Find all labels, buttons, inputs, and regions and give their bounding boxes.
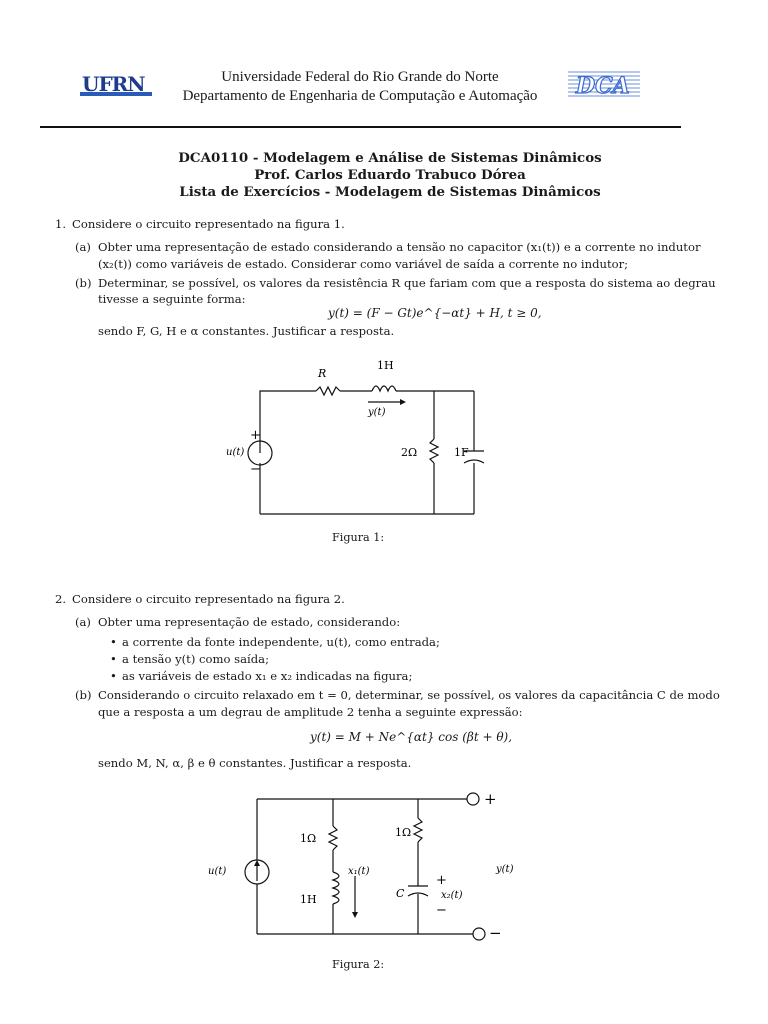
q1a-line1: Obter uma representação de estado considerando a tensão no capacitor (x₁(t)) e a corrente no indutor [98, 240, 701, 254]
q2b-line1: Considerando o circuito relaxado em t = 0, determinar, se possível, os valores da capacitância C de modo [98, 688, 720, 702]
minus-sign-output: − [489, 924, 502, 942]
plus-sign-fig1: + [250, 428, 261, 443]
q2-intro: Considere o circuito representado na figura 2. [72, 592, 345, 606]
dca-logo [566, 68, 642, 102]
list-title: Lista de Exercícios - Modelagem de Sistemas Dinâmicos [179, 184, 601, 200]
plus-sign-output: + [484, 790, 497, 808]
q1a-line2: (x₂(t)) como variáveis de estado. Considerar como variável de saída a corrente no indutor; [98, 257, 629, 271]
q1a-label: (a) [75, 240, 91, 254]
figure2-caption: Figura 2: [332, 958, 385, 971]
figure2-circuit [200, 788, 530, 948]
q2b-line2: que a resposta a um degrau de amplitude 2 tenha a seguinte expressão: [98, 705, 523, 719]
q1b-line2: tivesse a seguinte forma: [98, 292, 246, 306]
q1b-line1: Determinar, se possível, os valores da resistência R que fariam com que a resposta do sistema ao degrau [98, 276, 716, 290]
q2a-bullet-2: a tensão y(t) como saída; [122, 652, 269, 666]
label-1F: 1F [454, 446, 469, 459]
label-r2-fig2: 1Ω [395, 826, 412, 839]
label-x2: x₂(t) [441, 890, 463, 901]
professor-name: Prof. Carlos Eduardo Trabuco Dórea [254, 167, 526, 183]
bullet-dot: • [110, 669, 117, 683]
q2a-label: (a) [75, 615, 91, 629]
label-C: C [396, 887, 405, 900]
university-name: Universidade Federal do Rio Grande do Norte [221, 69, 499, 85]
label-2ohm: 2Ω [401, 446, 418, 459]
q1b-line3: sendo F, G, H e α constantes. Justificar a resposta. [98, 324, 395, 338]
q2a-bullet-3: as variáveis de estado x₁ e x₂ indicadas na figura; [122, 669, 413, 683]
q1b-label: (b) [75, 276, 92, 290]
figure1-circuit [210, 355, 510, 525]
q2b-line3: sendo M, N, α, β e θ constantes. Justificar a resposta. [98, 756, 412, 770]
q2b-equation: y(t) = M + Ne^{αt} cos (βt + θ), [310, 730, 513, 744]
label-r1-fig2: 1Ω [300, 832, 317, 845]
svg-text:DCA: DCA [576, 73, 630, 99]
label-x1: x₁(t) [348, 866, 370, 877]
label-1H-fig2: 1H [300, 893, 317, 906]
label-y-fig1: y(t) [368, 407, 386, 418]
q2a-line1: Obter uma representação de estado, considerando: [98, 615, 401, 629]
department-name: Departamento de Engenharia de Computação e Automação [182, 88, 538, 104]
course-title: DCA0110 - Modelagem e Análise de Sistemas Dinâmicos [178, 150, 602, 166]
header-rule [40, 126, 681, 128]
bullet-dot: • [110, 635, 117, 649]
label-y-fig2: y(t) [496, 864, 514, 875]
q2b-label: (b) [75, 688, 92, 702]
minus-sign-fig1: − [250, 462, 261, 477]
q1-number: 1. [55, 217, 67, 231]
q1b-equation: y(t) = (F − Gt)e^{−αt} + H, t ≥ 0, [328, 306, 542, 320]
label-R: R [318, 367, 327, 380]
q2a-bullet-1: a corrente da fonte independente, u(t), como entrada; [122, 635, 440, 649]
label-1H: 1H [377, 359, 394, 372]
ufrn-logo [80, 72, 152, 98]
q2-number: 2. [55, 592, 67, 606]
bullet-dot: • [110, 652, 117, 666]
label-u-fig2: u(t) [208, 866, 227, 877]
plus-sign-x2: + [436, 873, 447, 888]
figure1-caption: Figura 1: [332, 531, 385, 544]
q1-intro: Considere o circuito representado na figura 1. [72, 217, 345, 231]
minus-sign-x2: − [436, 903, 447, 918]
svg-text:UFRN: UFRN [82, 72, 145, 96]
label-u-fig1: u(t) [226, 447, 245, 458]
